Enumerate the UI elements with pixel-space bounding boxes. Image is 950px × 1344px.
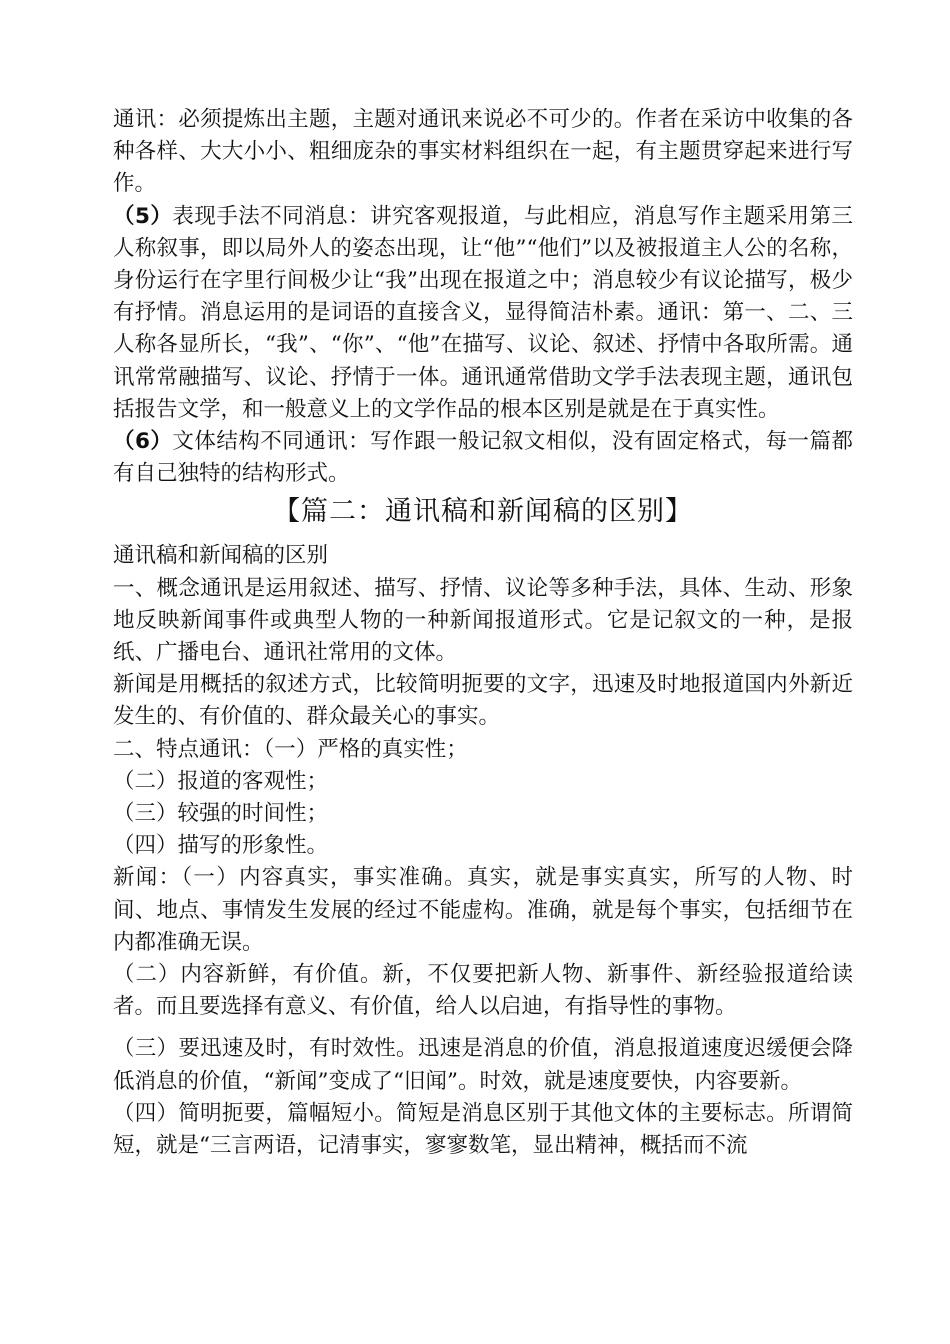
item-number-6: （6） bbox=[113, 429, 173, 455]
paragraph-structure-text: 文体结构不同通讯：写作跟一般记叙文相似，没有固定格式，每一篇都有自己独特的结构形式。 bbox=[113, 429, 853, 487]
paragraph-structure bbox=[113, 426, 853, 490]
document-page bbox=[113, 104, 853, 1162]
paragraph-news-definition: 新闻是用概括的叙述方式，比较简明扼要的文字，迅速及时地报道国内外新近发生的、有价值的、群众最关心的事实。 bbox=[113, 672, 853, 730]
list-item-feature-1: 二、特点通讯：（一）严格的真实性； bbox=[113, 736, 468, 762]
paragraph-concept: 一、概念通讯是运用叙述、描写、抒情、议论等多种手法，具体、生动、形象地反映新闻事件或典型人物的一种新闻报道形式。它是记叙文的一种，是报纸、广播电台、通讯社常用的文体。 bbox=[113, 575, 853, 666]
paragraph-expression-methods-text: 表现手法不同消息：讲究客观报道，与此相应，消息写作主题采用第三人称叙事，即以局外人的姿态出现，让“他”“他们”以及被报道主人公的名称，身份运行在字里行间极少让“我”出现在报道之中；消息较少有议论描写，极少有抒情。消息运用的是词语的直接含义，显得简洁朴素。通讯：第一、二、三人称各显所长，“我”、“你”、“他”在描写、议论、叙述、抒情中各取所需。通讯常常融描写、议论、抒情于一体。通讯通常借助文学手法表现主题，通讯包括报告文学，和一般意义上的文学作品的根本区别是就是在于真实性。 bbox=[113, 203, 853, 422]
paragraph-expression-methods bbox=[113, 201, 853, 426]
paragraph-news-feature-1: 新闻：（一）内容真实，事实准确。真实，就是事实真实，所写的人物、时间、地点、事情发生发展的经过不能虚构。准确，就是每个事实，包括细节在内都准确无误。 bbox=[113, 865, 853, 955]
section-subtitle: 通讯稿和新闻稿的区别 bbox=[113, 543, 329, 569]
paragraph-news-feature-4: （四）简明扼要，篇幅短小。简短是消息区别于其他文体的主要标志。所谓简短，就是“三言两语，记清事实，寥寥数笔，显出精神，概括而不流 bbox=[113, 1100, 853, 1159]
paragraph-communication-theme: 通讯：必须提炼出主题，主题对通讯来说必不可少的。作者在采访中收集的各种各样、大大小小、粗细庞杂的事实材料组织在一起，有主题贯穿起来进行写作。 bbox=[113, 107, 853, 197]
section-heading: 【篇二：通讯稿和新闻稿的区别】 bbox=[273, 496, 693, 528]
paragraph-news-feature-2: （二）内容新鲜，有价值。新，不仅要把新人物、新事件、新经验报道给读者。而且要选择有意义、有价值，给人以启迪，有指导性的事物。 bbox=[113, 962, 853, 1020]
list-item-feature-2: （二）报道的客观性； bbox=[113, 768, 329, 794]
list-item-feature-4: （四）描写的形象性。 bbox=[113, 833, 329, 859]
item-number-5: （5） bbox=[113, 203, 173, 229]
list-item-feature-3: （三）较强的时间性； bbox=[113, 801, 329, 827]
paragraph-news-feature-3: （三）要迅速及时，有时效性。迅速是消息的价值，消息报道速度迟缓便会降低消息的价值，“新闻”变成了“旧闻”。时效，就是速度要快，内容要新。 bbox=[113, 1036, 853, 1094]
